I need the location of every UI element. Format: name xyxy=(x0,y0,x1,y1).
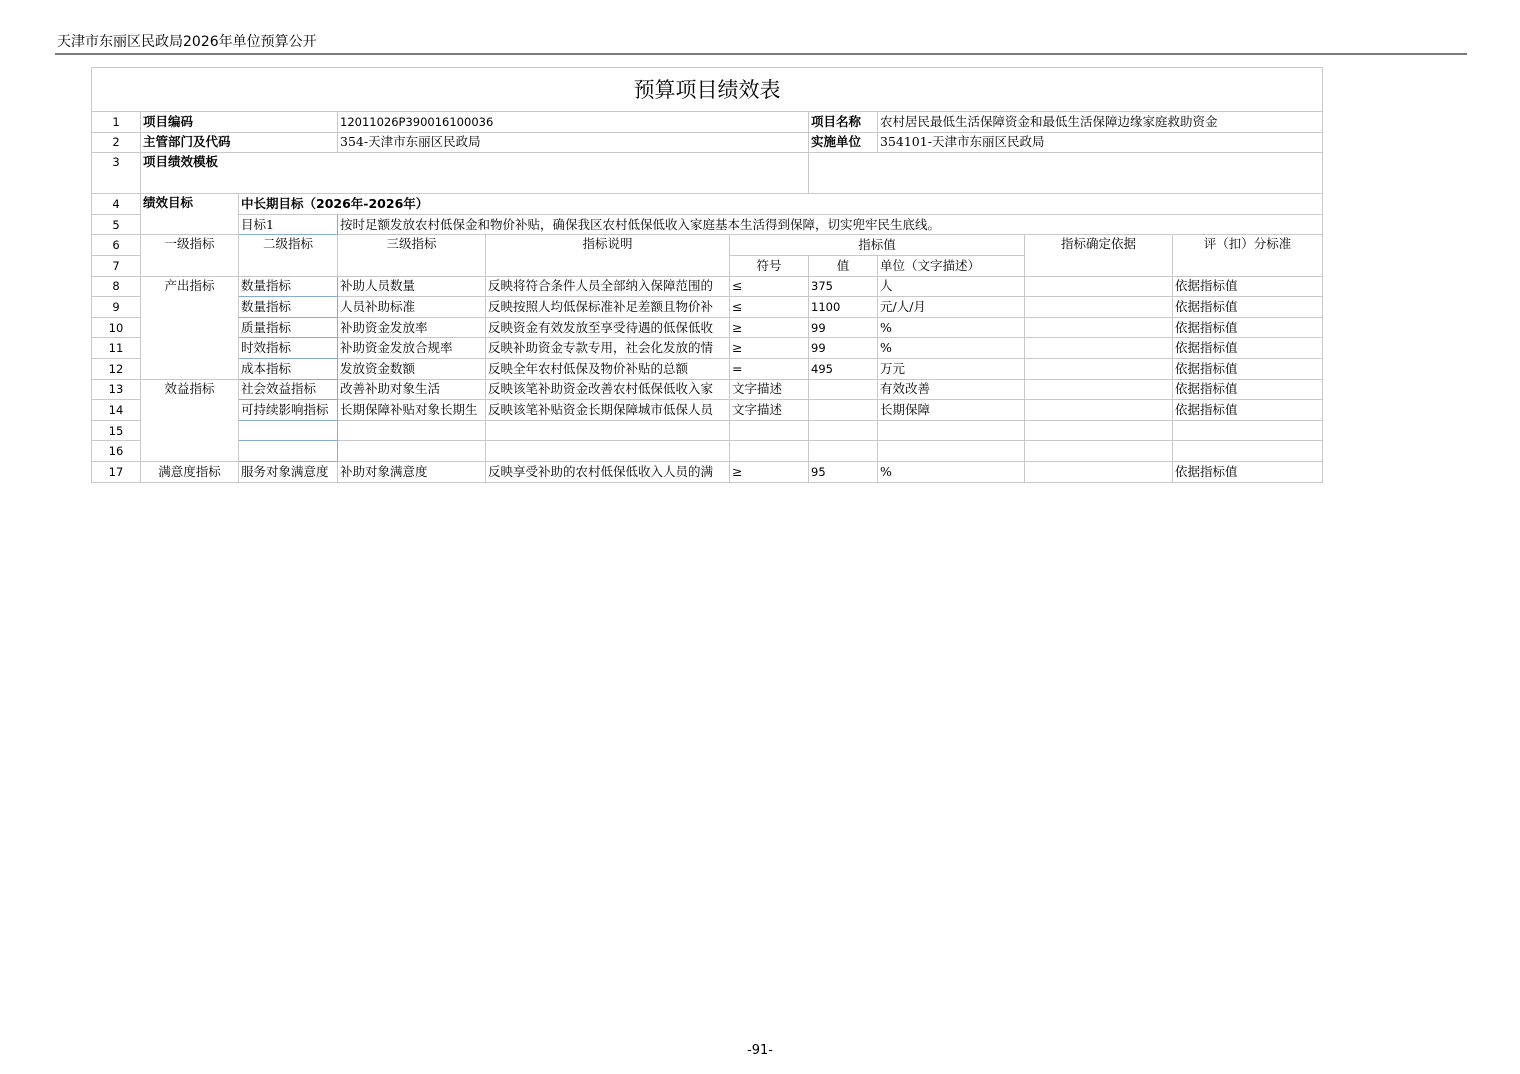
table-row-17 xyxy=(92,461,1323,482)
page-number: -91- xyxy=(747,1043,773,1058)
unit-cell: 长期保障 xyxy=(878,400,1025,421)
header-divider xyxy=(55,53,1467,55)
row-number: 4 xyxy=(92,194,141,215)
scoring-cell: 依据指标值 xyxy=(1173,276,1323,297)
description-cell: 反映该笔补助资金改善农村低保低收入家 xyxy=(486,379,730,400)
level2-cell: 社会效益指标 xyxy=(239,379,338,400)
level3-cell: 发放资金数额 xyxy=(338,358,486,379)
description-cell: 反映享受补助的农村低保低收入人员的满 xyxy=(486,461,730,482)
performance-table xyxy=(91,67,1323,483)
row-number: 17 xyxy=(92,461,141,482)
table-title: 预算项目绩效表 xyxy=(92,68,1323,112)
row-number: 3 xyxy=(92,153,141,194)
level2-cell: 质量指标 xyxy=(239,317,338,338)
level3-cell xyxy=(338,420,486,441)
symbol-cell: 文字描述 xyxy=(730,400,809,421)
description-cell: 反映该笔补贴资金长期保障城市低保人员 xyxy=(486,400,730,421)
goal-label: 目标1 xyxy=(239,214,338,235)
table-row-12 xyxy=(92,358,1323,379)
unit-cell: 元/人/月 xyxy=(878,297,1025,318)
table-row-6 xyxy=(92,235,1323,256)
value-cell xyxy=(809,441,878,462)
description-cell: 反映资金有效发放至享受待遇的低保低收 xyxy=(486,317,730,338)
value-cell: 495 xyxy=(809,358,878,379)
header-scoring: 评（扣）分标准 xyxy=(1173,235,1323,276)
table-row-2 xyxy=(92,132,1323,153)
performance-goal-label: 绩效目标 xyxy=(141,194,239,235)
description-cell: 反映补助资金专款专用，社会化发放的情 xyxy=(486,338,730,359)
project-code-label: 项目编码 xyxy=(141,112,338,133)
table-title-row xyxy=(92,68,1323,112)
scoring-cell: 依据指标值 xyxy=(1173,297,1323,318)
table-row-13 xyxy=(92,379,1323,400)
header-symbol: 符号 xyxy=(730,255,809,276)
level1-satisfaction: 满意度指标 xyxy=(141,461,239,482)
row-number: 10 xyxy=(92,317,141,338)
description-cell xyxy=(486,420,730,441)
level3-cell: 补助人员数量 xyxy=(338,276,486,297)
basis-cell xyxy=(1025,400,1173,421)
basis-cell xyxy=(1025,317,1173,338)
level3-cell: 补助资金发放合规率 xyxy=(338,338,486,359)
level2-cell: 时效指标 xyxy=(239,338,338,359)
row-number: 7 xyxy=(92,255,141,276)
value-cell: 1100 xyxy=(809,297,878,318)
basis-cell xyxy=(1025,297,1173,318)
value-cell: 99 xyxy=(809,338,878,359)
symbol-cell: ≥ xyxy=(730,317,809,338)
performance-template-value xyxy=(809,153,1323,194)
symbol-cell: ≤ xyxy=(730,297,809,318)
header-level3: 三级指标 xyxy=(338,235,486,276)
level2-cell xyxy=(239,441,338,462)
description-cell: 反映按照人均低保标准补足差额且物价补 xyxy=(486,297,730,318)
value-cell: 375 xyxy=(809,276,878,297)
row-number: 15 xyxy=(92,420,141,441)
basis-cell xyxy=(1025,358,1173,379)
symbol-cell xyxy=(730,420,809,441)
value-cell: 99 xyxy=(809,317,878,338)
symbol-cell: = xyxy=(730,358,809,379)
value-cell: 95 xyxy=(809,461,878,482)
table-row-8 xyxy=(92,276,1323,297)
implementing-unit-label: 实施单位 xyxy=(809,132,878,153)
row-number: 12 xyxy=(92,358,141,379)
unit-cell: % xyxy=(878,317,1025,338)
table-row-16 xyxy=(92,441,1323,462)
header-unit: 单位（文字描述） xyxy=(878,255,1025,276)
level2-cell: 服务对象满意度 xyxy=(239,461,338,482)
department-value: 354-天津市东丽区民政局 xyxy=(338,132,809,153)
performance-template-label: 项目绩效模板 xyxy=(141,153,809,194)
basis-cell xyxy=(1025,276,1173,297)
basis-cell xyxy=(1025,461,1173,482)
table-row-11 xyxy=(92,338,1323,359)
basis-cell xyxy=(1025,420,1173,441)
header-level2: 二级指标 xyxy=(239,235,338,276)
scoring-cell: 依据指标值 xyxy=(1173,317,1323,338)
scoring-cell: 依据指标值 xyxy=(1173,358,1323,379)
goal-period: 中长期目标（2026年-2026年） xyxy=(239,194,1323,215)
level2-cell xyxy=(239,420,338,441)
level2-cell: 可持续影响指标 xyxy=(239,400,338,421)
basis-cell xyxy=(1025,338,1173,359)
header-description: 指标说明 xyxy=(486,235,730,276)
scoring-cell: 依据指标值 xyxy=(1173,400,1323,421)
unit-cell xyxy=(878,441,1025,462)
scoring-cell: 依据指标值 xyxy=(1173,338,1323,359)
level3-cell: 补助资金发放率 xyxy=(338,317,486,338)
level3-cell: 人员补助标准 xyxy=(338,297,486,318)
project-name-label: 项目名称 xyxy=(809,112,878,133)
table-row-14 xyxy=(92,400,1323,421)
department-label: 主管部门及代码 xyxy=(141,132,338,153)
value-cell xyxy=(809,400,878,421)
level2-cell: 数量指标 xyxy=(239,276,338,297)
row-number: 5 xyxy=(92,214,141,235)
table-row-15 xyxy=(92,420,1323,441)
scoring-cell: 依据指标值 xyxy=(1173,379,1323,400)
level3-cell: 长期保障补贴对象长期生 xyxy=(338,400,486,421)
header-level1: 一级指标 xyxy=(141,235,239,276)
table-row-3 xyxy=(92,153,1323,194)
unit-cell: 有效改善 xyxy=(878,379,1025,400)
level1-output: 产出指标 xyxy=(141,276,239,379)
symbol-cell xyxy=(730,441,809,462)
description-cell: 反映将符合条件人员全部纳入保障范围的 xyxy=(486,276,730,297)
level2-cell: 成本指标 xyxy=(239,358,338,379)
row-number: 14 xyxy=(92,400,141,421)
goal-text: 按时足额发放农村低保金和物价补贴，确保我区农村低保低收入家庭基本生活得到保障，切实兜牢民生底线。 xyxy=(338,214,1323,235)
level3-cell: 补助对象满意度 xyxy=(338,461,486,482)
level1-benefit: 效益指标 xyxy=(141,379,239,461)
header-indicator-value: 指标值 xyxy=(730,235,1025,256)
row-number: 6 xyxy=(92,235,141,256)
table-row-10 xyxy=(92,317,1323,338)
project-code-value: 12011026P390016100036 xyxy=(338,112,809,133)
header-value: 值 xyxy=(809,255,878,276)
page-header-title: 天津市东丽区民政局2026年单位预算公开 xyxy=(57,34,317,50)
scoring-cell xyxy=(1173,441,1323,462)
level3-cell: 改善补助对象生活 xyxy=(338,379,486,400)
symbol-cell: ≥ xyxy=(730,338,809,359)
row-number: 8 xyxy=(92,276,141,297)
project-name-value: 农村居民最低生活保障资金和最低生活保障边缘家庭救助资金 xyxy=(878,112,1323,133)
value-cell xyxy=(809,379,878,400)
row-number: 9 xyxy=(92,297,141,318)
basis-cell xyxy=(1025,379,1173,400)
unit-cell xyxy=(878,420,1025,441)
description-cell: 反映全年农村低保及物价补贴的总额 xyxy=(486,358,730,379)
level2-cell: 数量指标 xyxy=(239,297,338,318)
value-cell xyxy=(809,420,878,441)
table-row-5 xyxy=(92,214,1323,235)
symbol-cell: ≤ xyxy=(730,276,809,297)
row-number: 2 xyxy=(92,132,141,153)
header-basis: 指标确定依据 xyxy=(1025,235,1173,276)
description-cell xyxy=(486,441,730,462)
scoring-cell: 依据指标值 xyxy=(1173,461,1323,482)
row-number: 16 xyxy=(92,441,141,462)
symbol-cell: 文字描述 xyxy=(730,379,809,400)
unit-cell: 人 xyxy=(878,276,1025,297)
implementing-unit-value: 354101-天津市东丽区民政局 xyxy=(878,132,1323,153)
level3-cell xyxy=(338,441,486,462)
unit-cell: 万元 xyxy=(878,358,1025,379)
unit-cell: % xyxy=(878,338,1025,359)
unit-cell: % xyxy=(878,461,1025,482)
table-row-1 xyxy=(92,112,1323,133)
scoring-cell xyxy=(1173,420,1323,441)
table-row-9 xyxy=(92,297,1323,318)
row-number: 11 xyxy=(92,338,141,359)
symbol-cell: ≥ xyxy=(730,461,809,482)
row-number: 13 xyxy=(92,379,141,400)
table-row-4 xyxy=(92,194,1323,215)
basis-cell xyxy=(1025,441,1173,462)
row-number: 1 xyxy=(92,112,141,133)
